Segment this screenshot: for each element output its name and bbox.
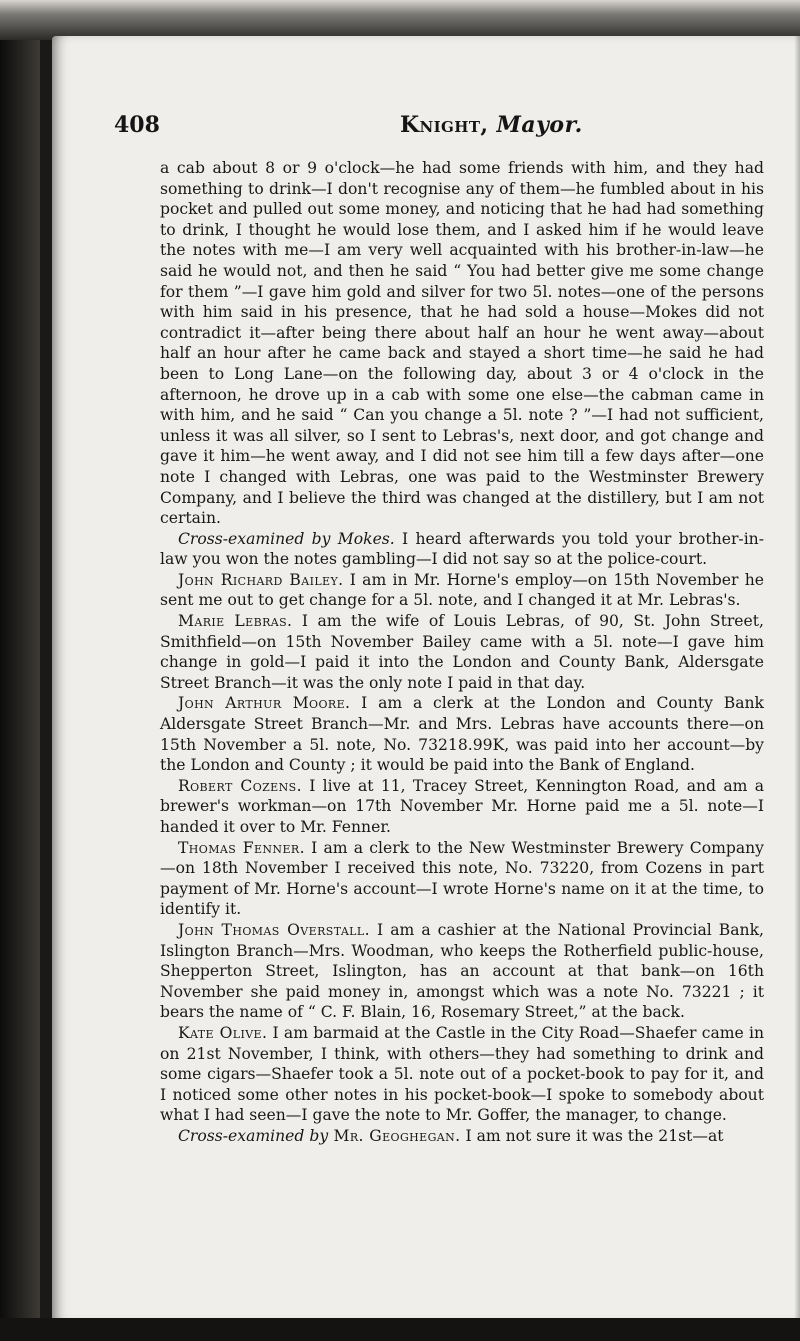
running-head bbox=[400, 112, 583, 138]
page-number: 408 bbox=[114, 112, 160, 138]
witness-name: Robert Cozens. bbox=[178, 776, 302, 795]
cross-examined-label: Cross-examined by Mokes. bbox=[178, 529, 395, 548]
paragraph-cross-examination-mokes bbox=[160, 529, 764, 570]
paragraph-text: I am a clerk at the London and County Bank Aldersgate Street Branch—Mr. and Mrs. Lebras have accounts there—on 15th November a 5l. note, No. 73218.99K, was paid into her account—by the London and County ; it would be paid into the Bank of England. bbox=[160, 694, 764, 775]
paragraph-text: I am not sure it was the 21st—at bbox=[460, 1126, 724, 1145]
paragraph-text: I am barmaid at the Castle in the City Road—Shaefer came in on 21st November, I think, with others—they had something to drink and some cigars—Shaefer took a 5l. note out of a pocket-book to pay for it, and I noticed some other notes in his pocket-book—I spoke to somebody about what I had seen—I gave the note to Mr. Goffer, the manager, to change. bbox=[160, 1023, 764, 1125]
page-right-edge bbox=[794, 36, 800, 1322]
paragraph-text: I live at 11, Tracey Street, Kennington Road, and am a brewer's workman—on 17th November Mr. Horne paid me a 5l. note—I handed it over to Mr. Fenner. bbox=[160, 776, 764, 836]
witness-name: John Richard Bailey. bbox=[178, 570, 344, 589]
paragraph-text: I am in Mr. Horne's employ—on 15th November he sent me out to get change for a 5l. note, and I changed it at Mr. Lebras's. bbox=[160, 570, 764, 610]
book-binding-shadow bbox=[0, 0, 40, 1341]
page-bottom-edge bbox=[0, 1318, 800, 1341]
paragraph-witness-overstall bbox=[160, 920, 764, 1023]
paragraph-cross-examination-geoghegan bbox=[160, 1126, 764, 1147]
paragraph-witness-fenner bbox=[160, 838, 764, 920]
witness-name: Kate Olive. bbox=[178, 1023, 268, 1042]
paragraph-text: I am a clerk to the New Westminster Brewery Company—on 18th November I received this note, No. 73220, from Cozens in part payment of Mr. Horne's account—I wrote Horne's name on it at the time, to identify it. bbox=[160, 838, 764, 919]
paragraph-continuation: a cab about 8 or 9 o'clock—he had some friends with him, and they had something to drink—I don't recognise any of them—he fumbled about in his pocket and pulled out some money, and noticing that he had had something to drink, I thought he would lose them, and I asked him if he would leave the notes with me—I am very well acquainted with his brother-in-law—he said he would not, and then he said “ You had better give me some change for them ”—I gave him gold and silver for two 5l. notes—one of the persons with him said in his presence, that he had sold a house—Mokes did not contradict it—after being there about half an hour he went away—about half an hour after he came back and stayed a short time—he said he had been to Long Lane—on the following day, about 3 or 4 o'clock in the afternoon, he drove up in a cab with some one else—the cabman came in with him, and he said “ Can you change a 5l. note ? ”—I had not sufficient, unless it was all silver, so I sent to Lebras's, next door, and got change and gave it him—he went away, and I did not see him till a few days after—one note I changed with Lebras, one was paid to the Westminster Brewery Company, and I believe the third was changed at the distillery, but I am not certain. bbox=[160, 159, 764, 528]
running-head-title: Mayor. bbox=[496, 112, 583, 138]
page-top-edge bbox=[0, 0, 800, 40]
paragraph-witness-lebras bbox=[160, 611, 764, 693]
paragraph-witness-olive bbox=[160, 1023, 764, 1126]
paragraph-text: I am the wife of Louis Lebras, of 90, St. John Street, Smithfield—on 15th November Bailey came with a 5l. note—I gave him change in gold—I paid it into the London and County Bank, Aldersgate Street Branch—it was the only note I paid in that day. bbox=[160, 612, 764, 692]
witness-name: John Arthur Moore. bbox=[178, 694, 351, 713]
page-header bbox=[114, 112, 754, 144]
paragraph-text: I heard afterwards you told your brother-in-law you won the notes gambling—I did not say so at the police-court. bbox=[160, 529, 764, 569]
paragraph-text: I am a cashier at the National Provincial Bank, Islington Branch—Mrs. Woodman, who keeps the Rotherfield public-house, Shepperton Street, Islington, has an account at that bank—on 16th November she paid money in, amongst which was a note No. 73221 ; it bears the name of “ C. F. Blain, 16, Rosemary Street,” at the back. bbox=[160, 920, 765, 1022]
paragraph-witness-cozens bbox=[160, 776, 764, 838]
running-head-name: Knight, bbox=[400, 112, 497, 138]
witness-name: John Thomas Overstall. bbox=[178, 920, 370, 939]
witness-name: Thomas Fenner. bbox=[178, 838, 305, 857]
witness-name: Marie Lebras. bbox=[178, 612, 293, 631]
counsel-name: Mr. Geoghegan. bbox=[328, 1126, 461, 1145]
cross-examined-label: Cross-examined by bbox=[178, 1126, 329, 1145]
paragraph-witness-bailey bbox=[160, 570, 764, 611]
testimony-text bbox=[160, 158, 764, 1147]
paragraph-witness-moore bbox=[160, 693, 764, 775]
